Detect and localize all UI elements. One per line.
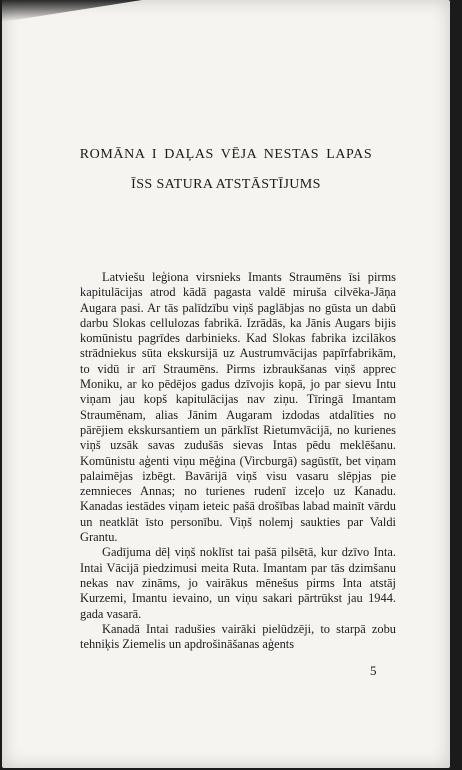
paragraph: Latviešu leģiona virsnieks Imants Straumēns īsi pirms kapitulācijas atrod kādā pagasta valdē miruša cilvēka-Jāņa Augara pasi. Ar tās palīdzību viņš paglābjas no gūsta un dabū darbu Slokas cellulozas fabrikā. Izrādās, ka Jānis Augars bijis komūnistu pagrīdes darbinieks. Kad Slokas fabrika izcilākos strādniekus sūta ekskursijā uz Austrumvācijas papīrfabrikām, to vidū ir arī Straumēns. Pirms izbraukšanas viņš apprec Moniku, ar ko pēdējos gadus dzīvojis kopā, jo par sievu Intu viņam jau kopš kapitulācijas nav ziņu. Tīringā Imantam Straumēnam, alias Jānim Augaram izdodas atdalīties no pārējiem ekskursantiem un pārklīst Rietumvācijā, no kurienes viņš uzsāk savas zudušās sievas Intas pēdu meklēšanu. Komūnistu aģenti viņu mēģina (Vircburgā) sagūstīt, bet viņam palaimējas izbēgt. Bavārijā viņš visu vasaru slēpjas pie zemnieces Annas; no turienes rudenī izceļo uz Kanadu. Kanadas iestādes viņam ieteic pašā drošības labad mainīt vārdu un neatklāt īsto personību. Viņš nolemj saukties par Valdi Grantu. [80, 270, 396, 545]
paragraph: Kanadā Intai radušies vairāki pielūdzēji, to starpā zobu tehniķis Ziemelis un apdrošināšanas aģents [80, 621, 396, 652]
section-heading: ROMĀNA I DAĻAS VĒJA NESTAS LAPAS [79, 147, 373, 162]
page-number: 5 [370, 663, 377, 678]
section-subheading: ĪSS SATURA ATSTĀSTĪJUMS [131, 177, 321, 192]
summary-text [80, 270, 396, 652]
book-page [2, 0, 450, 768]
paragraph: Gadījuma dēļ viņš noklīst tai pašā pilsētā, kur dzīvo Inta. Intai Vācijā piedzimusi meita Ruta. Imantam par tās dzimšanu nekas nav zināms, jo vairākus mēnešus pirms Inta atstāj Kurzemi, Imantu ievaino, un viņu sakari pārtrūkst jau 1944. gada vasarā. [80, 545, 396, 621]
